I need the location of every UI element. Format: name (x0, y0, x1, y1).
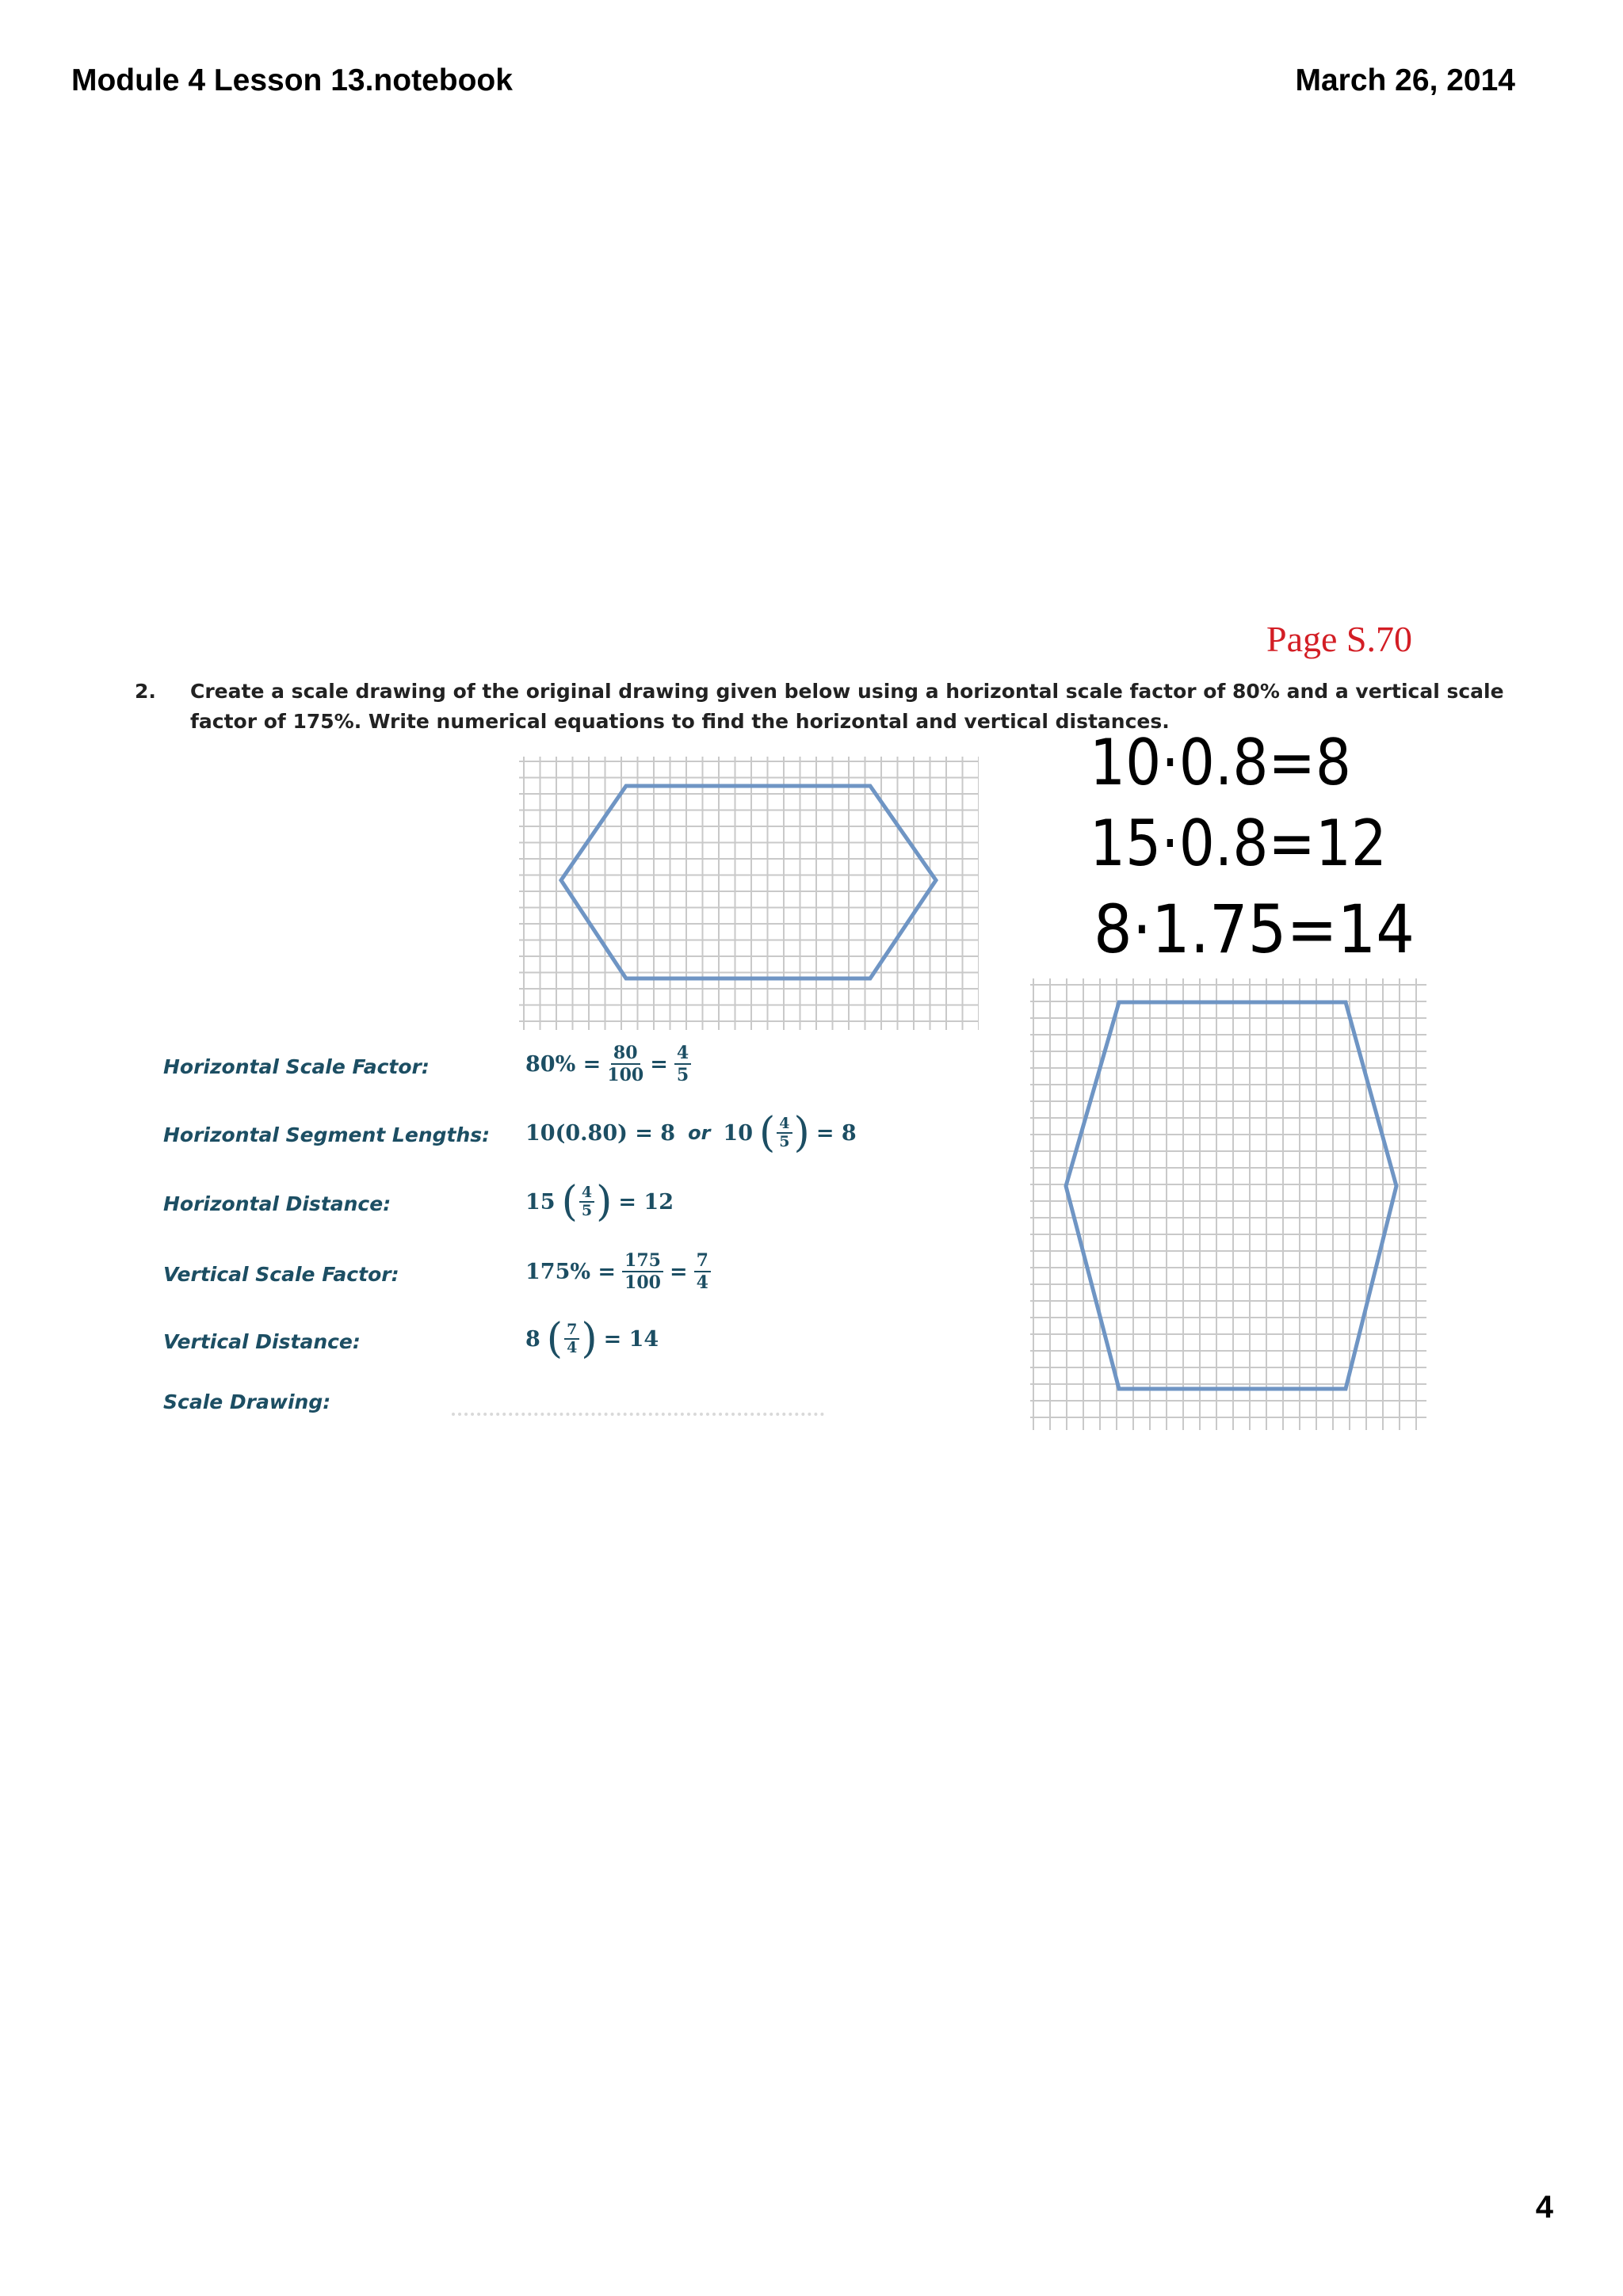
fraction-7-4 (694, 1250, 711, 1293)
original-grid-lines (519, 757, 979, 1030)
document-date: March 26, 2014 (1295, 63, 1515, 97)
frac-denominator: 5 (779, 1133, 790, 1150)
problem-number: 2. (135, 680, 156, 703)
label-horizontal-segment-lengths: Horizontal Segment Lengths: (163, 1123, 491, 1146)
eq-coefficient: 8 (525, 1326, 540, 1352)
frac-numerator: 4 (777, 1116, 792, 1134)
label-vertical-scale-factor: Vertical Scale Factor: (163, 1263, 399, 1286)
page-number: 4 (1535, 2190, 1553, 2225)
frac-numerator: 4 (674, 1043, 691, 1065)
handwritten-calculations (1090, 721, 1446, 974)
eq-equals: = (650, 1051, 668, 1077)
handwritten-line1: 10·0.8=8 (1090, 726, 1351, 799)
paren-fraction: ( $\frac{7}{4}$ ) (546, 1315, 598, 1363)
label-horizontal-distance: Horizontal Distance: (163, 1192, 391, 1215)
eq-result: = 14 (603, 1326, 659, 1352)
handwritten-line2: 15·0.8=12 (1090, 807, 1387, 880)
eq-equals: = (669, 1259, 688, 1284)
handwritten-line3: 8·1.75=14 (1094, 891, 1415, 968)
equation-horizontal-segment-lengths (525, 1109, 857, 1157)
cropped-grid-edge (452, 1413, 824, 1416)
paren-fraction: ( $\frac{4}{5}$ ) (759, 1109, 810, 1157)
equation-horizontal-scale-factor (525, 1043, 691, 1085)
scaled-grid-lines (1030, 978, 1426, 1430)
eq-part1: 10(0.80) = 8 (525, 1120, 676, 1146)
equation-horizontal-distance (525, 1178, 674, 1226)
problem-text-line2: factor of 175%. Write numerical equations to find the horizontal and vertical distances. (190, 710, 1170, 733)
eq-coefficient: 10 (723, 1120, 753, 1146)
eq-coefficient: 15 (525, 1189, 556, 1215)
fraction-4-5 (674, 1043, 691, 1085)
fraction-175-100 (622, 1250, 663, 1293)
frac-denominator: 4 (696, 1272, 708, 1293)
original-hexagon (561, 786, 936, 978)
frac-denominator: 5 (676, 1065, 689, 1085)
paren-fraction: ( $\frac{4}{5}$ ) (561, 1178, 613, 1226)
frac-numerator: 7 (564, 1322, 579, 1340)
original-drawing-grid (519, 757, 979, 1030)
eq-result: = 12 (618, 1189, 674, 1215)
equation-vertical-distance (525, 1315, 659, 1363)
eq-result: = 8 (815, 1120, 857, 1146)
fraction-80-100 (607, 1043, 643, 1085)
eq-percent: 175% = (525, 1259, 617, 1284)
scaled-drawing-grid (1030, 978, 1426, 1430)
frac-denominator: 100 (624, 1272, 661, 1293)
frac-denominator: 4 (567, 1339, 578, 1356)
problem-text-line1: Create a scale drawing of the original drawing given below using a horizontal scale factor of 80% and a vertical scale (190, 680, 1504, 703)
frac-denominator: 100 (607, 1065, 644, 1085)
frac-numerator: 80 (611, 1043, 640, 1065)
scaled-hexagon (1066, 1002, 1396, 1389)
equation-vertical-scale-factor (525, 1250, 711, 1293)
eq-percent: 80% = (525, 1051, 601, 1077)
frac-numerator: 175 (622, 1250, 663, 1272)
frac-numerator: 4 (579, 1184, 594, 1203)
page-reference: Page S.70 (1266, 619, 1412, 659)
eq-or: or (688, 1122, 711, 1144)
document-title: Module 4 Lesson 13.notebook (71, 63, 513, 97)
frac-numerator: 7 (694, 1250, 711, 1272)
label-scale-drawing: Scale Drawing: (163, 1390, 331, 1413)
label-horizontal-scale-factor: Horizontal Scale Factor: (163, 1055, 430, 1078)
frac-denominator: 5 (581, 1202, 593, 1219)
label-vertical-distance: Vertical Distance: (163, 1330, 361, 1353)
